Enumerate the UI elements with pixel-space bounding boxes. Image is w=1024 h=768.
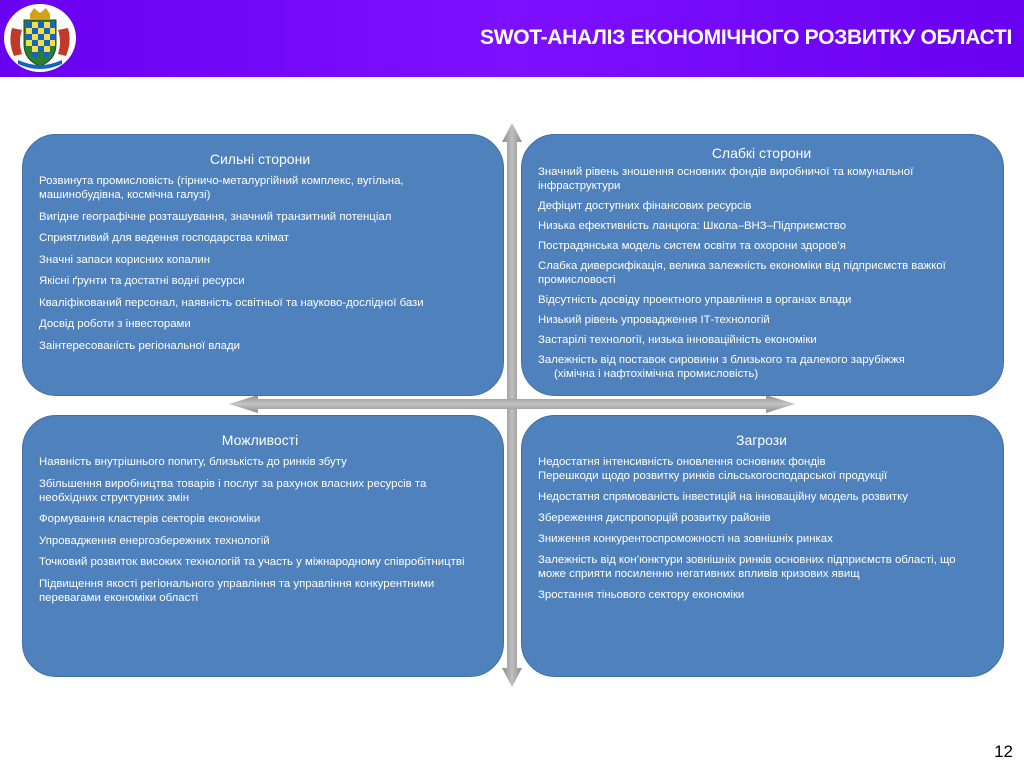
list-item: Вигідне географічне розташування, значний транзитний потенціал	[39, 210, 392, 223]
list-item: Низький рівень упровадження ІТ-технологій	[538, 314, 770, 326]
list-item: Точковий розвиток високих технологій та участь у міжнародному співробітництві	[39, 556, 465, 568]
list-item: Заінтересованість регіональної влади	[39, 339, 241, 352]
list-item: Якісні ґрунти та достатні водні ресурси	[39, 275, 245, 287]
weaknesses-panel	[521, 134, 1004, 396]
list-item: Пострадянська модель систем освіти та охорони здоров’я	[538, 240, 846, 252]
list-item: Застарілі технології, низька інноваційність економіки	[538, 334, 817, 346]
strengths-list	[39, 174, 481, 353]
list-item-line: Перешкоди щодо розвитку ринків сільськогосподарської продукції	[538, 470, 888, 482]
list-item: Наявність внутрішнього попиту, близькість до ринків збуту	[39, 456, 347, 468]
list-item: Низька ефективність ланцюга: Школа–ВНЗ–Підприємство	[538, 220, 847, 232]
opportunities-panel	[22, 415, 504, 677]
list-item: Зниження конкурентоспроможності на зовнішніх ринках	[538, 533, 833, 545]
weaknesses-list	[538, 165, 985, 381]
list-item: Підвищення якості регіонального управління та управління конкурентними перевагами економіки області	[39, 577, 435, 604]
list-item: Розвинута промисловість (гірничо-металургійний комплекс, вугільна, машинобудівна, космічна галузі)	[39, 175, 404, 201]
list-item	[538, 353, 985, 381]
list-item: Збільшення виробництва товарів і послуг за рахунок власних ресурсів та необхідних структурних змін	[39, 477, 427, 504]
list-item: Упровадження енергозбережних технологій	[39, 534, 270, 547]
list-item	[538, 455, 985, 483]
weaknesses-title: Слабкі сторони	[711, 145, 812, 161]
threats-panel	[521, 415, 1004, 677]
list-item-line: (хімічна і нафтохімічна промисловість)	[554, 368, 759, 380]
list-item-line: Залежність від поставок сировини з близького та далекого зарубіжжя	[538, 354, 905, 366]
list-item: Зростання тіньового сектору економіки	[538, 589, 745, 601]
list-item: Досвід роботи з інвесторами	[39, 318, 191, 330]
list-item: Недостатня спрямованість інвестицій на інноваційну модель розвитку	[538, 491, 908, 503]
list-item-line: Недостатня інтенсивність оновлення основних фондів	[538, 456, 826, 468]
list-item: Формування кластерів секторів економіки	[39, 513, 261, 525]
list-item: Відсутність досвіду проектного управління в органах влади	[538, 294, 852, 306]
list-item: Залежність від кон’юнктури зовнішніх ринків основних підприємств області, що може сприяти посиленню негативних впливів кризових явищ	[538, 554, 956, 580]
opportunities-list	[39, 455, 481, 605]
list-item: Значний рівень зношення основних фондів виробничої та комунальної інфраструктури	[538, 166, 914, 192]
list-item: Кваліфікований персонал, наявність освітньої та науково-дослідної бази	[39, 296, 424, 309]
list-item: Дефіцит доступних фінансових ресурсів	[538, 200, 752, 212]
threats-list	[538, 455, 985, 602]
page-title: SWOT-АНАЛІЗ ЕКОНОМІЧНОГО РОЗВИТКУ ОБЛАСТІ	[479, 26, 1012, 49]
list-item: Слабка диверсифікація, велика залежність економіки від підприємств важкої промисловості	[538, 260, 946, 286]
page-number: 12	[994, 742, 1013, 761]
strengths-title: Сильні сторони	[209, 151, 311, 167]
list-item: Значні запаси корисних копалин	[39, 253, 211, 266]
strengths-panel	[22, 134, 504, 396]
opportunities-title: Можливості	[221, 432, 299, 448]
list-item: Сприятливий для ведення господарства клімат	[39, 232, 289, 244]
list-item: Збереження диспропорцій розвитку районів	[538, 512, 771, 524]
threats-title: Загрози	[735, 432, 787, 448]
